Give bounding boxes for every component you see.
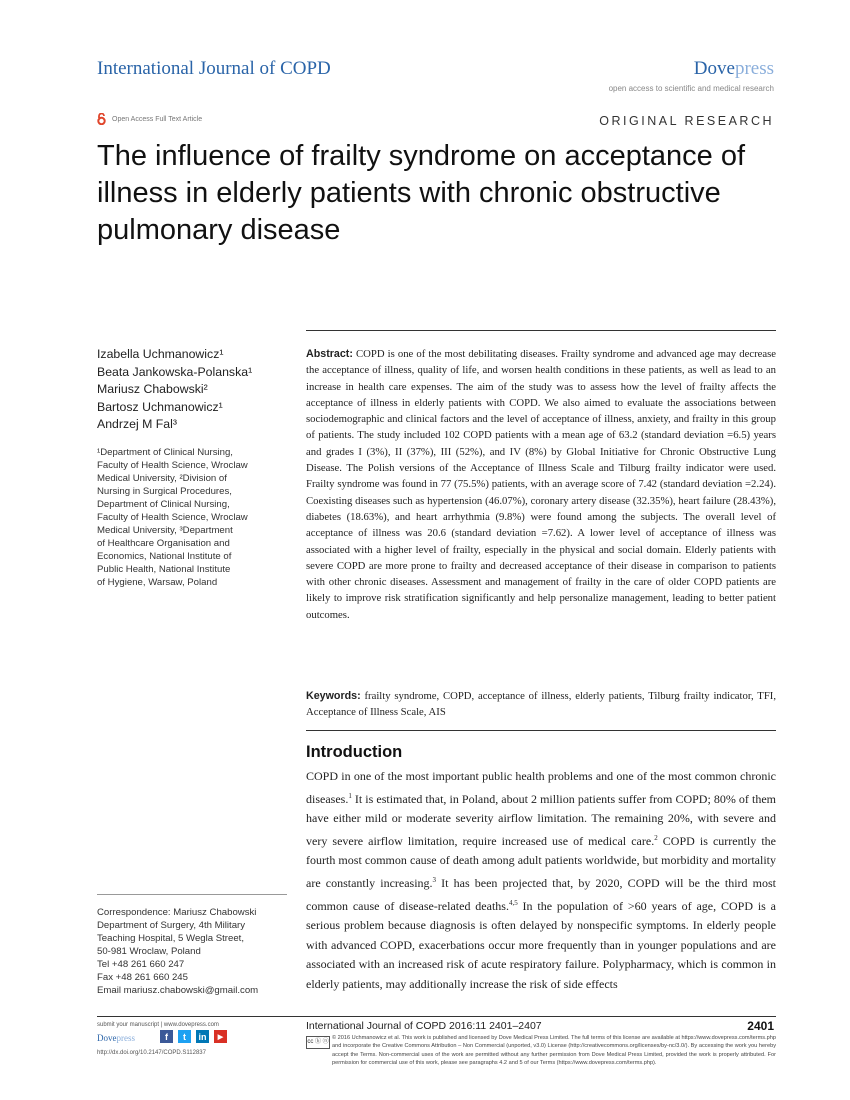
correspondence	[97, 906, 297, 997]
correspondence-email[interactable]: Email mariusz.chabowski@gmail.com	[97, 985, 259, 996]
correspondence-line: Department of Surgery, 4th Military	[97, 920, 246, 931]
abstract-divider	[306, 330, 776, 331]
affiliation-line: Faculty of Health Science, Wroclaw	[97, 460, 248, 471]
author-name: Andrzej M Fal³	[97, 417, 177, 432]
footer-publisher-logo	[97, 1033, 135, 1043]
citation: International Journal of COPD 2016:11 2401–2407	[306, 1020, 542, 1032]
author-name: Bartosz Uchmanowicz¹	[97, 399, 223, 414]
author-name: Mariusz Chabowski²	[97, 382, 208, 397]
abstract	[306, 346, 776, 623]
youtube-icon[interactable]: ▶	[214, 1030, 227, 1043]
affiliation-line: Department of Clinical Nursing,	[97, 499, 230, 510]
publisher-tagline: open access to scientific and medical research	[608, 84, 774, 93]
affiliations	[97, 446, 287, 589]
keywords-text: frailty syndrome, COPD, acceptance of illness, elderly patients, Tilburg frailty indicator, TFI, Acceptance of Illness Scale, AIS	[306, 690, 776, 719]
correspondence-line: Tel +48 261 660 247	[97, 959, 185, 970]
keywords-label: Keywords:	[306, 690, 361, 702]
facebook-icon[interactable]: f	[160, 1030, 173, 1043]
correspondence-line: Teaching Hospital, 5 Wegla Street,	[97, 933, 245, 944]
open-access-line	[97, 113, 202, 125]
correspondence-line: Correspondence: Mariusz Chabowski	[97, 907, 257, 918]
reference-link[interactable]: 2	[654, 833, 658, 842]
introduction-divider	[306, 730, 776, 731]
submit-manuscript-link[interactable]: submit your manuscript | www.dovepress.com	[97, 1022, 219, 1028]
affiliation-line: Nursing in Surgical Procedures,	[97, 486, 232, 497]
affiliation-line: Medical University, ³Department	[97, 525, 233, 536]
author-list	[97, 346, 287, 434]
cc-license-badge[interactable]: cc ⓑ ⓝ	[306, 1036, 330, 1049]
author-name: Izabella Uchmanowicz¹	[97, 347, 224, 361]
doi-link[interactable]: http://dx.doi.org/10.2147/COPD.S112837	[97, 1050, 206, 1056]
author-name: Beata Jankowska-Polanska¹	[97, 364, 253, 379]
affiliation-line: of Healthcare Organisation and	[97, 538, 230, 549]
introduction-body	[306, 767, 776, 995]
affiliation-line: Medical University, ²Division of	[97, 473, 227, 484]
introduction-heading: Introduction	[306, 743, 403, 761]
article-title: The influence of frailty syndrome on acceptance of illness in elderly patients with chronic obstructive pulmonary disease	[97, 140, 746, 246]
page-number: 2401	[747, 1019, 774, 1033]
social-icons	[160, 1030, 227, 1043]
footer-logo-press: press	[116, 1033, 135, 1043]
affiliation-line: Public Health, National Institute	[97, 564, 231, 575]
publisher-logo-press: press	[734, 58, 774, 79]
publisher-logo	[694, 58, 774, 80]
license-text: © 2016 Uchmanowicz et al. This work is published and licensed by Dove Medical Press Limited. The full terms of this license are available at https://www.dovepress.com/terms.php and incorporate the Creative Commons Attribution – Non Commercial (unported, v3.0) License (http://creativecommons.org/licenses/by-nc/3.0/). By accessing the work you hereby accept the Terms. Non-commercial uses of the work are permitted without any further permission from Dove Medical Press Limited, provided the work is properly attributed. For permission for commercial use of this work, please see paragraphs 4.2 and 5 of our Terms (https://www.dovepress.com/terms.php).	[332, 1035, 776, 1066]
reference-link[interactable]: 1	[348, 791, 352, 800]
article-type: ORIGINAL RESEARCH	[599, 114, 774, 128]
reference-link[interactable]: 4,5	[508, 898, 518, 907]
affiliation-line: Economics, National Institute of	[97, 551, 232, 562]
intro-text: It is estimated that, in Poland, about 2 million patients suffer from COPD; 80% of them have either mild or moderate severity airflow limitation. The remaining 20%, with severe and very severe airflow limitation, require increased use of medical care.	[306, 791, 776, 848]
abstract-text: COPD is one of the most debilitating diseases. Frailty syndrome and advanced age may decrease the acceptance of illness, quality of life, and worsen health conditions in these patients, as well as lead to an increase in health care expenses. The aim of the study was to assess how the level of frailty affects the acceptance of illness in elderly patients with COPD. We also aimed to evaluate the associations between sociodemographic and clinical factors and the level of acceptance of illness, anxiety, and frailty in this group of patients. The study included 102 COPD patients with a mean age of 63.2 (standard deviation =6.5) years and grades I (3%), II (37%), III (52%), and IV (8%) by Global Initiative for Chronic Obstructive Lung Disease. The Polish versions of the Acceptance of Illness Scale and Tilburg frailty indicator were used. Frailty syndrome was found in 77 (75.5%) patients, with an average score of 7.42 (standard deviation =2.24). Coexisting diseases such as hypertension (46.07%), coronary artery disease (32.35%), heart failure (28.43%), diabetes (18.63%), and heart arrhythmia (9.8%) were found among the subjects. The overall level of acceptance of illness was 20.6 (standard deviation =7.62). A lower level of acceptance of illness was associated with a higher level of frailty, especially in the physical and social domain. Elderly patients with severe COPD are more prone to frailty and decreased acceptance of their disease in comparison to patients with other chronic diseases. Assessment and management of frailty in the care of older COPD patients are likely to improve risk stratification significantly and help personalize management, leading to better patient outcomes.	[306, 348, 777, 621]
abstract-label: Abstract:	[306, 348, 353, 360]
open-access-label: Open Access Full Text Article	[112, 115, 203, 123]
journal-name: International Journal of COPD	[97, 58, 331, 79]
keywords	[306, 688, 776, 721]
affiliation-line: ¹Department of Clinical Nursing,	[97, 447, 233, 458]
intro-text: In the population of >60 years of age, COPD is a serious problem because diagnosis is often delayed by nonspecific symptoms. In elderly people with advanced COPD, exacerbations occur more frequently than in younger populations and are associated with an increased risk of acute respiratory failure. Polypharmacy, which is common in elderly patients, may additionally increase the risk of side effects	[306, 898, 776, 991]
open-access-icon	[97, 113, 106, 125]
affiliation-line: of Hygiene, Warsaw, Poland	[97, 577, 218, 588]
reference-link[interactable]: 3	[432, 875, 437, 884]
publisher-logo-dove: Dove	[693, 58, 735, 79]
affiliation-line: Faculty of Health Science, Wroclaw	[97, 512, 248, 523]
correspondence-line: Fax +48 261 660 245	[97, 972, 188, 983]
intro-text: COPD in one of the most important public health problems and one of the most common chronic diseases.	[306, 769, 776, 806]
correspondence-line: 50-981 Wroclaw, Poland	[97, 946, 201, 957]
footer-divider	[97, 1016, 776, 1017]
footer-logo-dove: Dove	[97, 1033, 117, 1043]
intro-text: COPD is currently the fourth most common cause of death among adult patients worldwide, but morbidity and mortality are constantly increasing.	[306, 833, 776, 890]
correspondence-divider	[97, 894, 287, 895]
twitter-icon[interactable]: t	[178, 1030, 191, 1043]
intro-text: It has been projected that, by 2020, COPD will be the third most common cause of disease-related deaths.	[306, 875, 776, 913]
linkedin-icon[interactable]: in	[196, 1030, 209, 1043]
